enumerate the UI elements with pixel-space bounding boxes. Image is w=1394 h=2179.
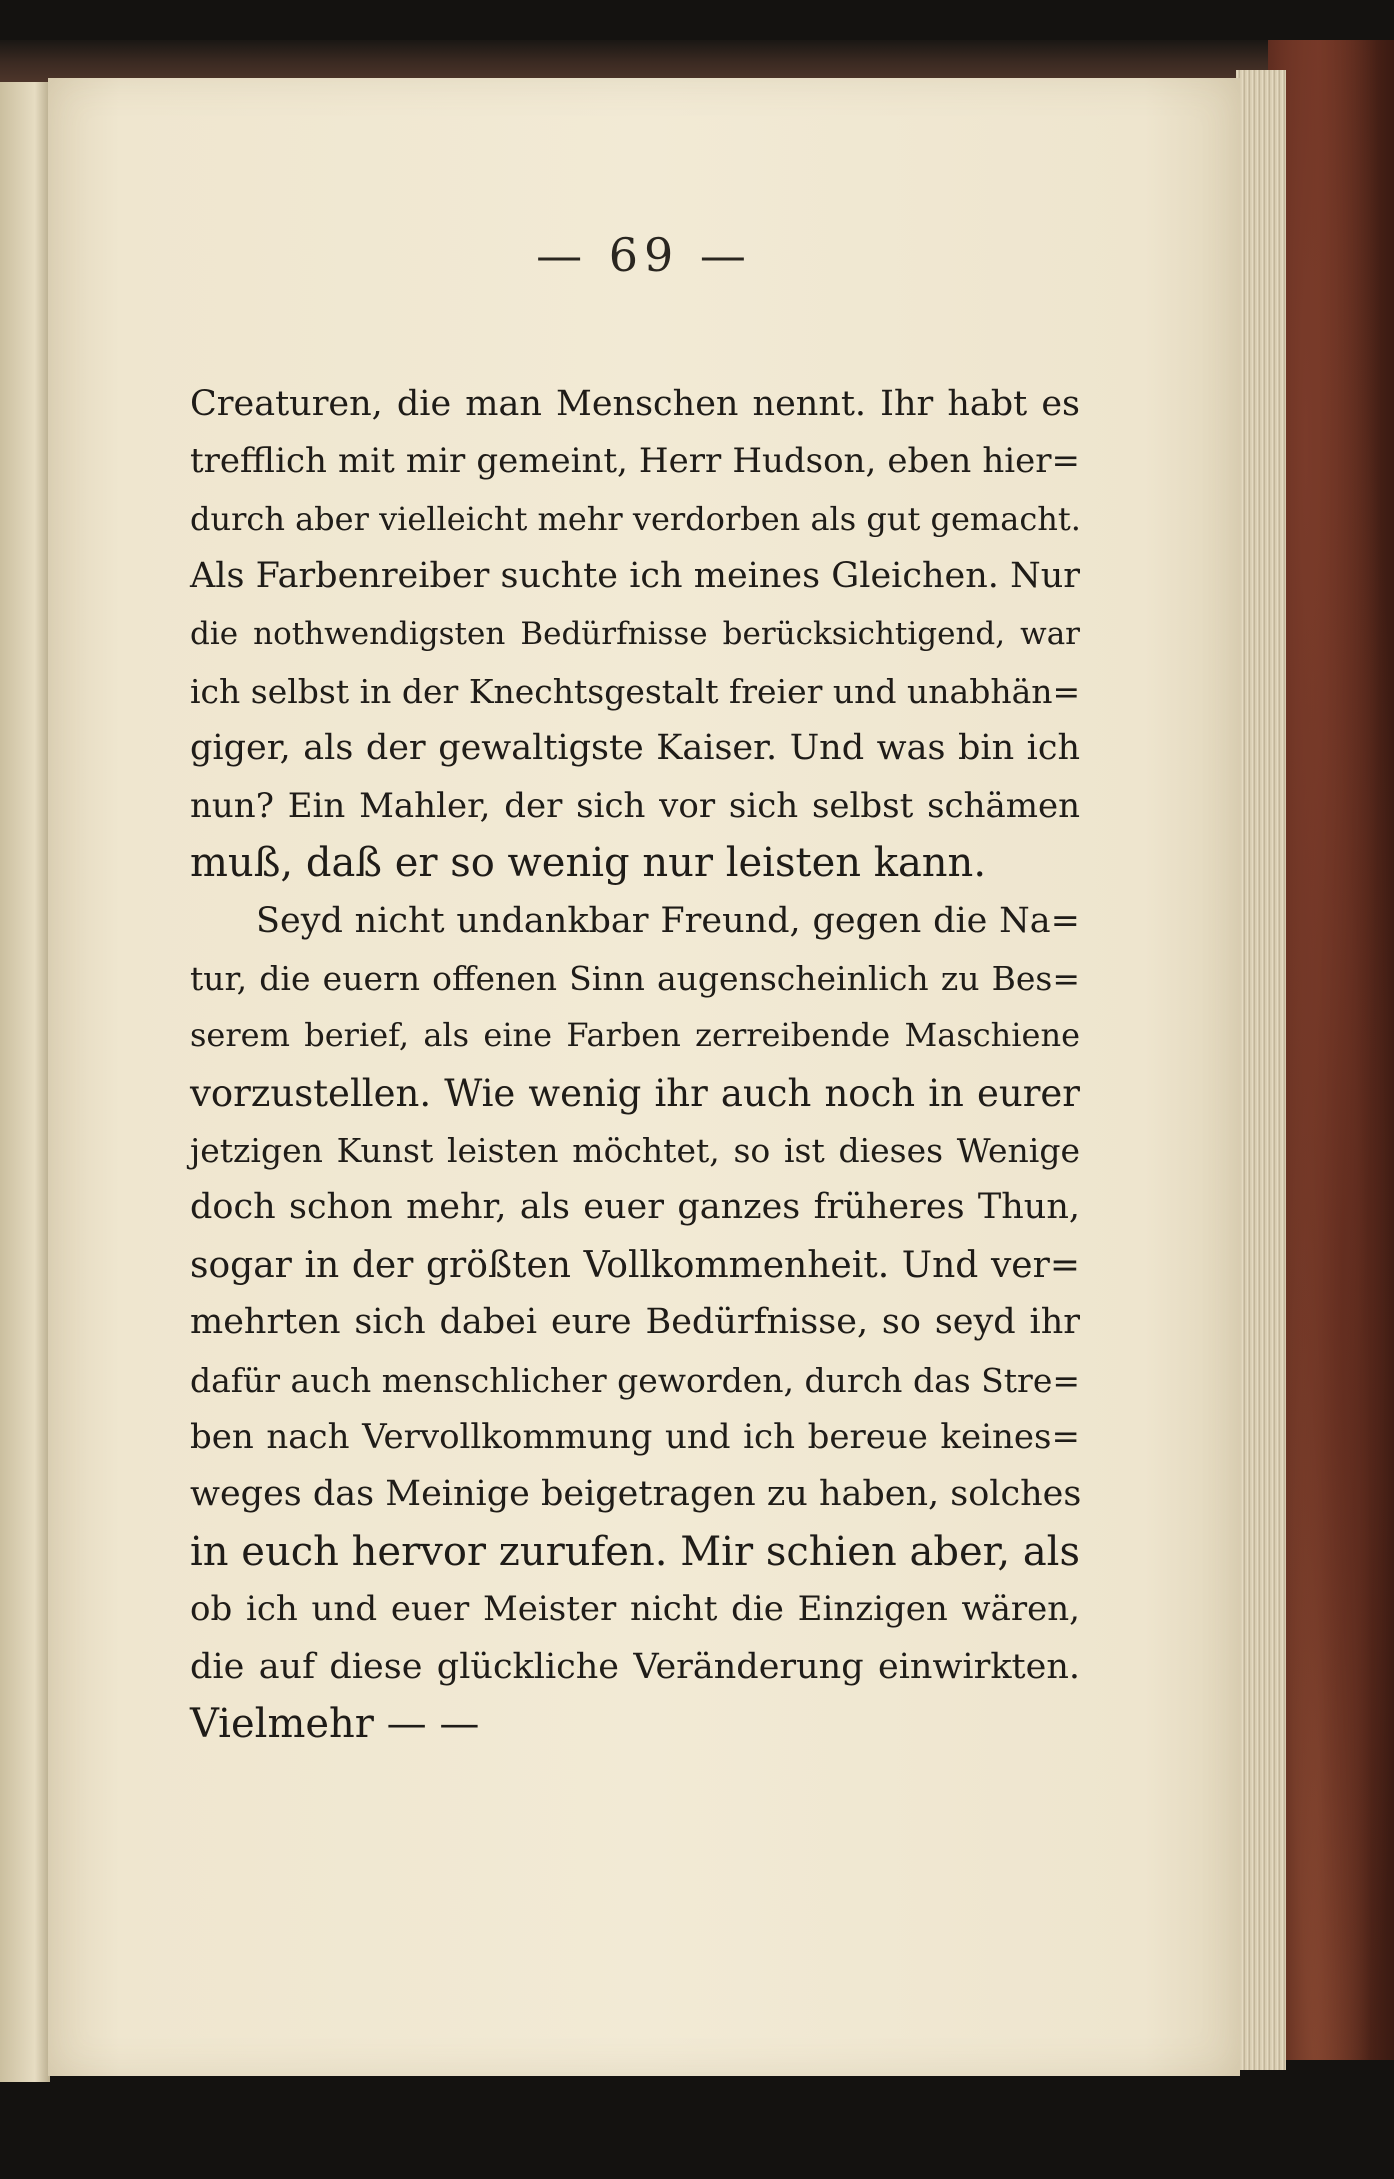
text-line: giger, als der gewaltigste Kaiser. Und was bin ich [190, 728, 1080, 769]
text-line: muß, daß er so wenig nur leisten kann. [190, 840, 987, 887]
text-line: die auf diese glückliche Veränderung einwirkten. [190, 1646, 1080, 1687]
text-line: Als Farbenreiber suchte ich meines Gleichen. Nur [190, 556, 1080, 597]
text-line: doch schon mehr, als euer ganzes früheres Thun, [190, 1187, 1080, 1228]
text-line: ob ich und euer Meister nicht die Einzigen wären, [190, 1589, 1080, 1630]
text-line: tur, die euern offenen Sinn augenscheinlich zu Bes= [190, 958, 1080, 998]
text-line: ich selbst in der Knechtsgestalt freier und unabhän= [190, 671, 1081, 711]
text-line: weges das Meinige beigetragen zu haben, solches [190, 1474, 1082, 1515]
book-cover-edge [1268, 40, 1394, 2060]
text-line: sogar in der größten Vollkommenheit. Und ver= [190, 1244, 1080, 1286]
page-number-header: — 69 — [536, 228, 752, 282]
text-line: nun? Ein Mahler, der sich vor sich selbst schämen [190, 785, 1080, 826]
text-line: serem berief, als eine Farben zerreibende Maschiene [190, 1016, 1080, 1055]
text-line: die nothwendigsten Bedürfnisse berücksichtigend, war [190, 615, 1080, 652]
text-line: dafür auch menschlicher geworden, durch das Stre= [190, 1360, 1080, 1400]
text-line: ben nach Vervollkommung und ich bereue keines= [190, 1417, 1080, 1458]
page-stack-edge [1236, 70, 1286, 2070]
page-body-text [190, 376, 1080, 1753]
text-line: vorzustellen. Wie wenig ihr auch noch in eurer [190, 1071, 1080, 1115]
text-line: Creaturen, die man Menschen nennt. Ihr habt es [190, 384, 1080, 424]
text-line: in euch hervor zurufen. Mir schien aber, als [190, 1528, 1080, 1575]
left-page-edge [0, 82, 50, 2082]
text-line: trefflich mit mir gemeint, Herr Hudson, eben hier= [190, 441, 1080, 482]
text-line: durch aber vielleicht mehr verdorben als gut gemacht. [190, 499, 1081, 538]
text-line: Vielmehr — — [190, 1700, 480, 1747]
text-line: jetzigen Kunst leisten möchtet, so ist dieses Wenige [190, 1131, 1080, 1171]
text-line: Seyd nicht undankbar Freund, gegen die Na= [256, 900, 1080, 941]
book-page [48, 78, 1240, 2076]
text-line: mehrten sich dabei eure Bedürfnisse, so seyd ihr [190, 1302, 1080, 1343]
